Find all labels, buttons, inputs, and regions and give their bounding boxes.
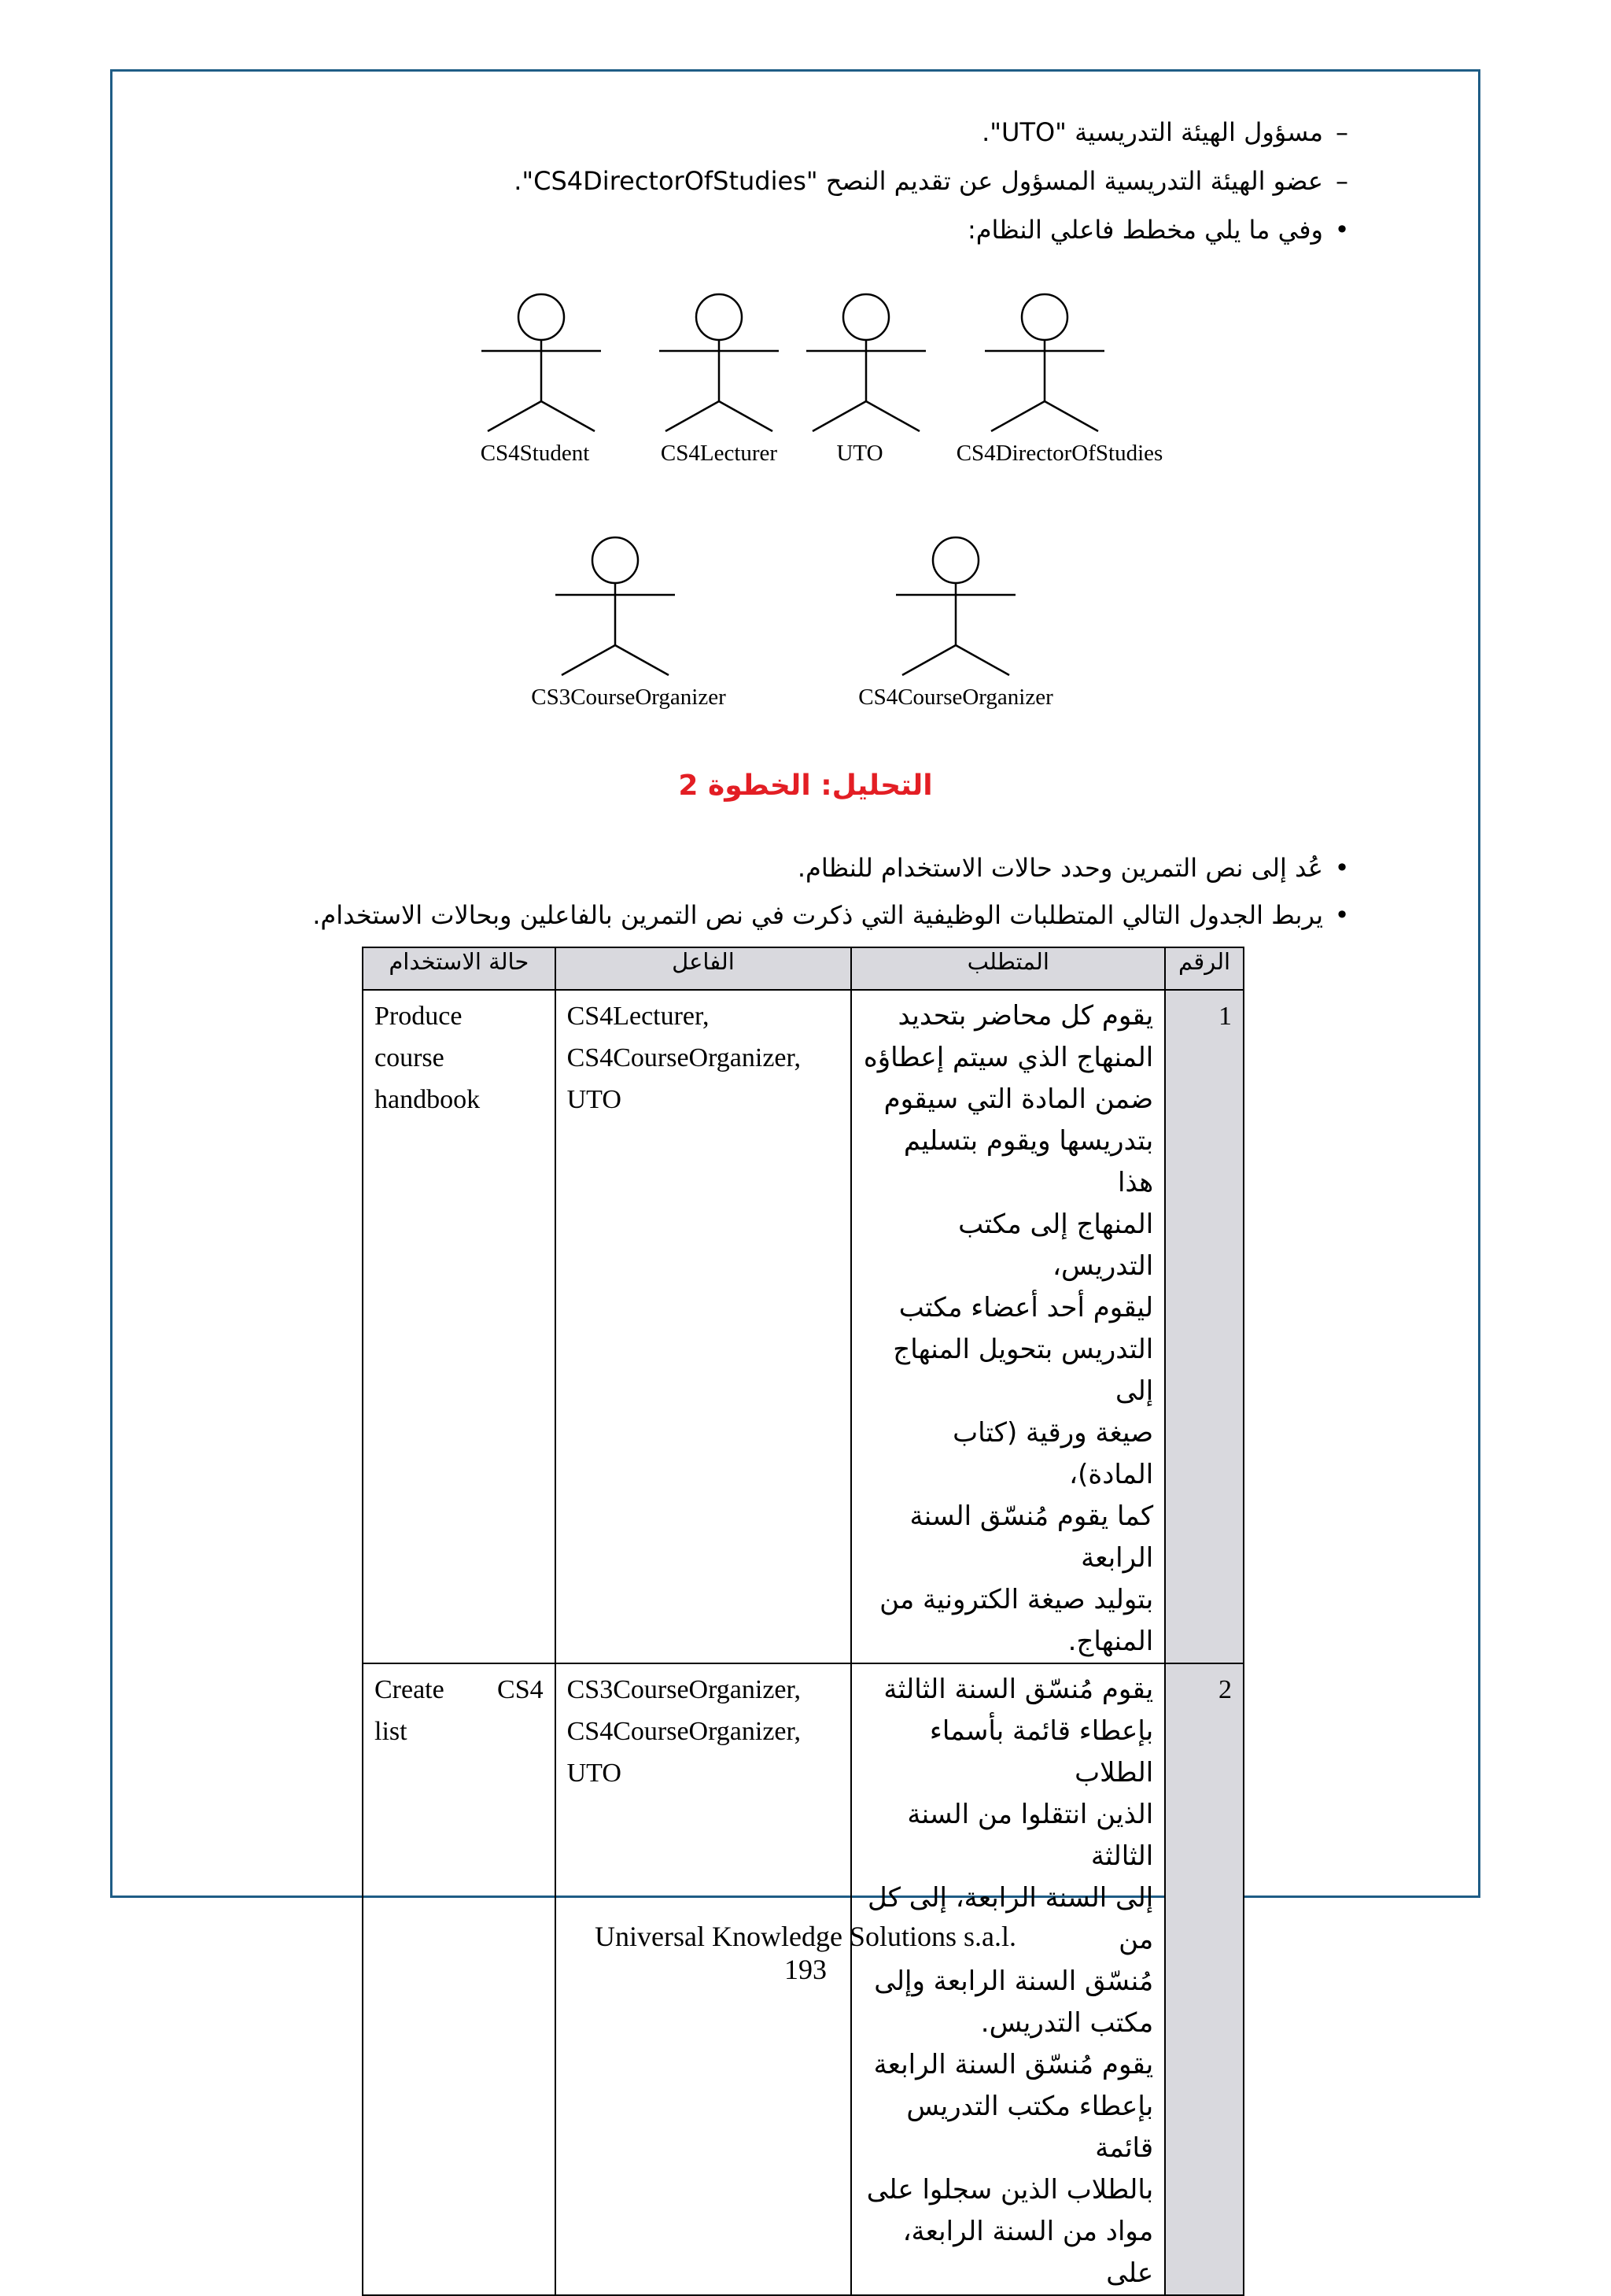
actor-figure-cs4courseorganizer: [896, 537, 1016, 675]
actor-label-cs4courseorganizer: CS4CourseOrganizer: [858, 685, 1053, 710]
table-header-row: [363, 947, 1244, 990]
actor-label-uto: UTO: [836, 441, 883, 466]
header-actor: الفاعل: [555, 947, 852, 990]
header-number: الرقم: [1165, 947, 1244, 990]
actor-label-cs4directorofstudies: CS4DirectorOfStudies: [956, 441, 1163, 466]
list-item: –مسؤول الهيئة التدريسية "UTO".: [982, 117, 1348, 147]
section-heading: التحليل: الخطوة 2: [678, 770, 933, 802]
list-item: –عضو الهيئة التدريسية المسؤول عن تقديم النصح "CS4DirectorOfStudies".: [514, 166, 1348, 196]
list-item: •وفي ما يلي مخطط فاعلي النظام:: [967, 215, 1350, 245]
page-number: 193: [784, 1954, 827, 1985]
actor-figure-cs4student: [481, 294, 601, 431]
requirement-cell: يقوم كل محاضر بتحديد المنهاج الذي سيتم إعطاؤه ضمن المادة التي سيقوم بتدريسها ويقوم بتسليم هذا المنهاج إلى مكتب التدريس، ليقوم أحد أعضاء مكتب التدريس بتحويل المنهاج إلى صيغة ورقية (كتاب المادة)، كما يقوم مُنسّق السنة الرابعة بتوليد صيغة الكترونية من المنهاج.: [851, 990, 1165, 1663]
list-item: •يربط الجدول التالي المتطلبات الوظيفية التي ذكرت في نص التمرين بالفاعلين وبحالات الاستخدام.: [312, 900, 1350, 930]
actor-label-cs4lecturer: CS4Lecturer: [660, 441, 778, 466]
actor-cell: CS4Lecturer, CS4CourseOrganizer, UTO: [555, 990, 852, 1663]
actor-figure-uto: [806, 294, 926, 431]
actor-label-cs3courseorganizer: CS3CourseOrganizer: [531, 685, 726, 710]
use-case-cell: Create CS4 list: [363, 1663, 555, 2295]
actor-label-cs4student: CS4Student: [480, 441, 590, 466]
requirements-table: [362, 947, 1244, 2296]
actor-figure-cs4lecturer: [659, 294, 779, 431]
actor-figure-cs3courseorganizer: [555, 537, 675, 675]
table-row: [363, 990, 1244, 1663]
list-item: •عُد إلى نص التمرين وحدد حالات الاستخدام للنظام.: [797, 853, 1350, 883]
row-number: 2: [1165, 1663, 1244, 2295]
row-number: 1: [1165, 990, 1244, 1663]
header-requirement: المتطلب: [851, 947, 1165, 990]
actor-cell: CS3CourseOrganizer, CS4CourseOrganizer, UTO: [555, 1663, 852, 2295]
header-use-case: حالة الاستخدام: [363, 947, 555, 990]
actors-diagram: [0, 0, 1611, 787]
use-case-cell: Produce course handbook: [363, 990, 555, 1663]
actor-figure-cs4directorofstudies: [985, 294, 1104, 431]
footer-company: Universal Knowledge Solutions s.a.l.: [595, 1921, 1016, 1952]
requirement-cell: يقوم مُنسّق السنة الثالثة بإعطاء قائمة بأسماء الطلاب الذين انتقلوا من السنة الثالثة إلى السنة الرابعة، إلى كل من مُنسّق السنة الرابعة وإلى مكتب التدريس. يقوم مُنسّق السنة الرابعة بإعطاء مكتب التدريس قائمة بالطلاب الذين سجلوا على مواد من السنة الرابعة، على: [851, 1663, 1165, 2295]
